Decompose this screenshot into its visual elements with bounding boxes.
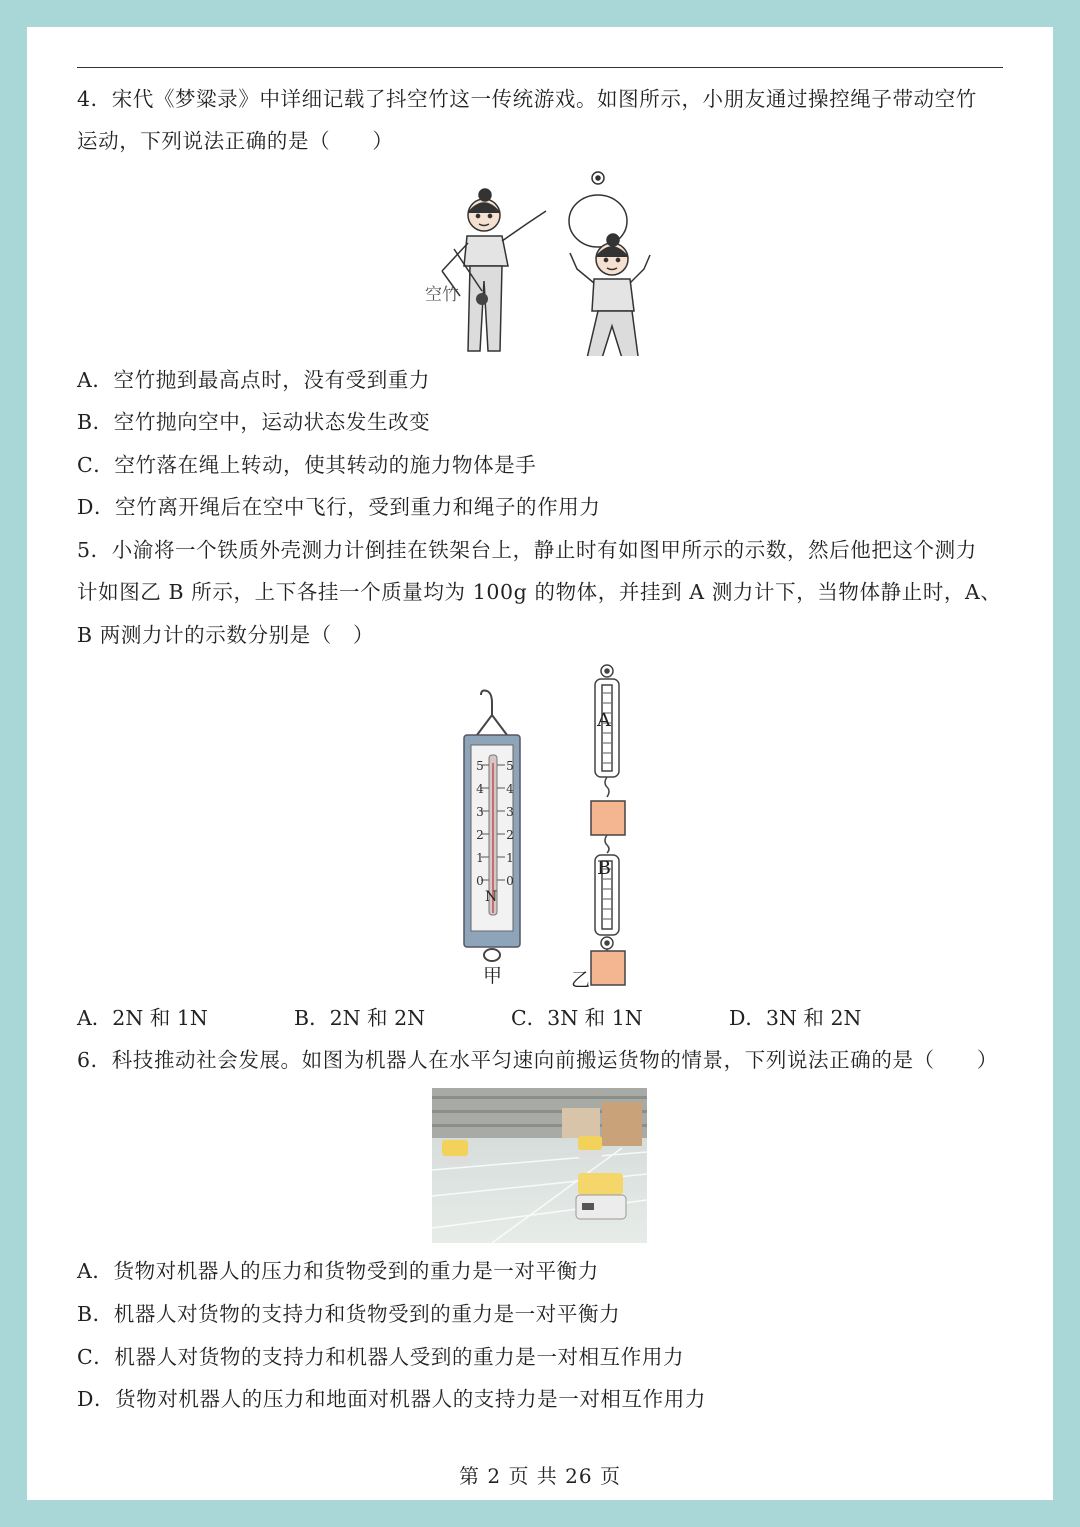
q5-stem-line1: 5．小渝将一个铁质外壳测力计倒挂在铁架台上，静止时有如图甲所示的示数，然后他把这个测力 <box>77 538 977 562</box>
q5-option-a: A．2N 和 1N <box>77 1006 208 1030</box>
q5-option-d: D．3N 和 2N <box>729 1006 862 1030</box>
exam-page <box>27 27 1053 1500</box>
q4-option-b: B．空竹抛向空中，运动状态发生改变 <box>77 410 431 434</box>
figure-yi-caption: 乙 <box>571 969 591 991</box>
q5-options <box>27 1005 1053 1033</box>
q5-stem-line2: 计如图乙 B 所示，上下各挂一个质量均为 100g 的物体，并挂到 A 测力计下，当物体静止时，A、 <box>77 580 1002 604</box>
q4-kongzhu-figure <box>422 171 662 356</box>
q6-stem-line1: 6．科技推动社会发展。如图为机器人在水平匀速向前搬运货物的情景，下列说法正确的是（ ） <box>77 1048 998 1072</box>
kongzhu-label: 空竹 <box>425 285 459 305</box>
q6-option-a: A．货物对机器人的压力和货物受到的重力是一对平衡力 <box>77 1259 599 1283</box>
tick-label: 1 <box>476 851 484 865</box>
tick-label: 3 <box>506 805 514 819</box>
tick-label: 5 <box>506 759 514 773</box>
q4-option-c: C．空竹落在绳上转动，使其转动的施力物体是手 <box>77 453 537 477</box>
q4-option-d: D．空竹离开绳后在空中飞行，受到重力和绳子的作用力 <box>77 495 601 519</box>
page-footer: 第 2 页 共 26 页 <box>459 1464 621 1488</box>
q4-stem-line1: 4．宋代《梦粱录》中详细记载了抖空竹这一传统游戏。如图所示，小朋友通过操控绳子带动空竹 <box>77 87 977 111</box>
figure-jia-caption: 甲 <box>483 965 503 987</box>
q4-option-a: A．空竹抛到最高点时，没有受到重力 <box>77 368 431 392</box>
tick-label: 5 <box>476 759 484 773</box>
scale-unit-label: N <box>485 889 498 905</box>
scale-left-numbers <box>470 755 490 893</box>
q6-option-d: D．货物对机器人的压力和地面对机器人的支持力是一对相互作用力 <box>77 1387 706 1411</box>
scale-a-label: A <box>597 709 611 731</box>
q6-option-b: B．机器人对货物的支持力和货物受到的重力是一对平衡力 <box>77 1302 621 1326</box>
tick-label: 2 <box>476 828 484 842</box>
q5-stem-line3: B 两测力计的示数分别是（ ） <box>77 623 375 647</box>
q5-option-b: B．2N 和 2N <box>294 1006 426 1030</box>
tick-label: 0 <box>476 874 484 888</box>
tick-label: 2 <box>506 828 514 842</box>
q4-stem-line2: 运动，下列说法正确的是（ ） <box>77 129 394 153</box>
q5-option-c: C．3N 和 1N <box>511 1006 643 1030</box>
tick-label: 4 <box>476 782 484 796</box>
header-rule <box>77 67 1003 68</box>
tick-label: 3 <box>476 805 484 819</box>
q6-warehouse-robot-photo <box>432 1088 647 1243</box>
scale-b-label: B <box>597 857 611 879</box>
q6-option-c: C．机器人对货物的支持力和机器人受到的重力是一对相互作用力 <box>77 1345 685 1369</box>
tick-label: 4 <box>506 782 514 796</box>
tick-label: 1 <box>506 851 514 865</box>
scale-right-numbers <box>500 755 520 893</box>
tick-label: 0 <box>506 874 514 888</box>
